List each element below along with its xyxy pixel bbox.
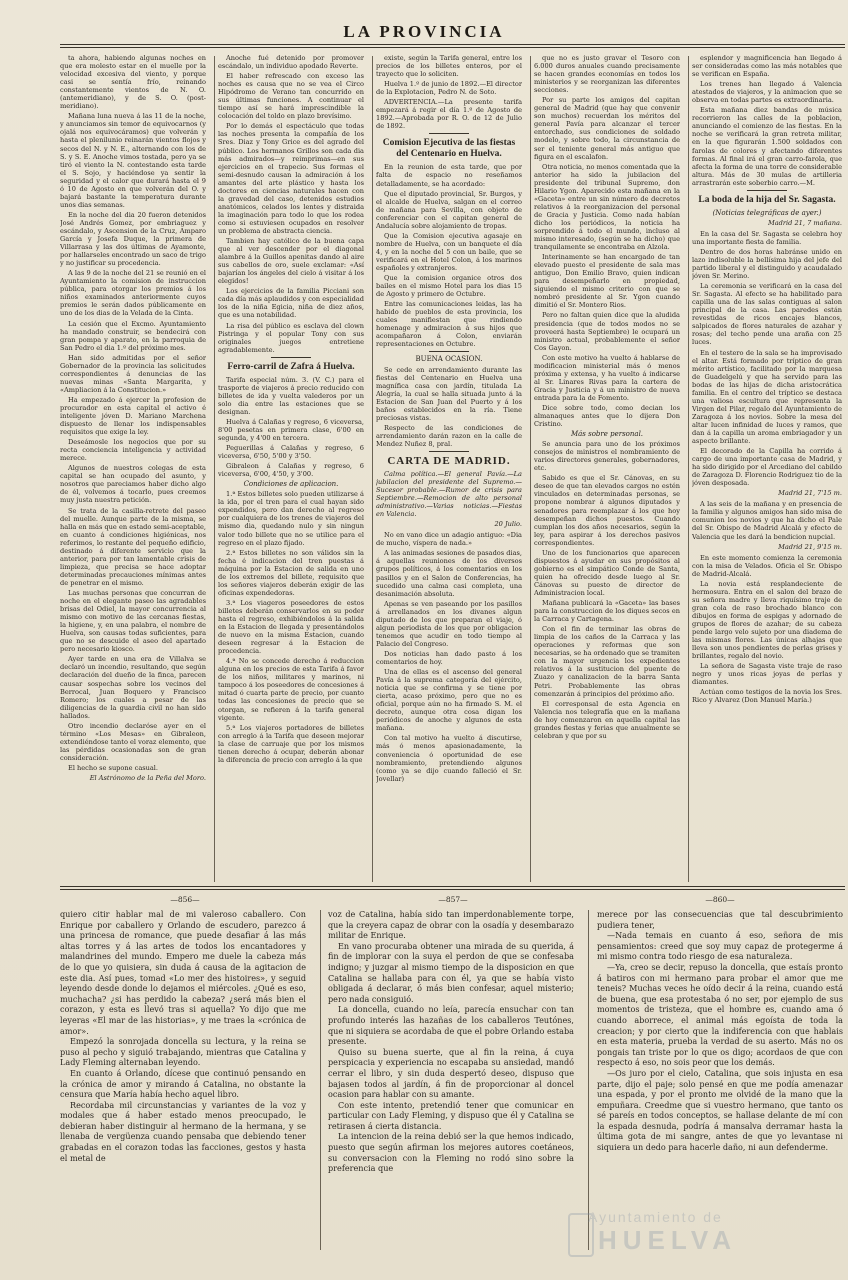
- railway-heading: Ferro-carril de Zafra á Huelva.: [227, 361, 355, 372]
- folio-857: —857—: [438, 895, 468, 904]
- paragraph: Otro incendio declaróse ayer en el término «Los Mesas» en Gibraleon, extendiéndose tanto el voraz elemento, que las pérdidas ocasionadas son de gran consideración.: [60, 721, 206, 762]
- feuilleton-column-3: [597, 909, 843, 1254]
- paragraph: Huelva 1.º de junio de 1892.—El director de la Explotacion, Pedro N. de Soto.: [376, 80, 522, 97]
- paragraph: En este momento comienza la ceremonia con la misa de Velados. Oficia el Sr. Obispo de Madrid-Alcalá.: [692, 553, 842, 578]
- paragraph: —Nada temais en cuanto á eso, señora de mis pensamientos: creed que soy muy capaz de protegerme á mi mismo contra todo riesgo de esa naturaleza.: [597, 930, 843, 962]
- column-2: [218, 54, 364, 882]
- paragraph: Otra noticia, no menos comentada que la anterior ha sido la jubilacion del presidente del tribunal Supremo, don Hilario Ygon. Aparecido esta mañana en la «Gaceta» entre un sin número de decretos relativos á la reorganizacion del personal de Gracia y Justicia. Como nada habían dicho los periódicos, la noticia ha sorprendido á todo el mundo, incluso al mismo interesado, (según se ha dicho) que tranquilamente se encontraba en Alzola.: [534, 162, 680, 252]
- feuilleton-column-2: [328, 909, 574, 1254]
- paragraph: esplendor y magnificencia han llegado á ser consideradas como las más notables que se verifican en España.: [692, 54, 842, 79]
- col3-body-b: [376, 163, 522, 348]
- paragraph: A las 9 de la noche del 21 se reunió en el Ayuntamiento la comision de instruccion pública, para otorgar los premios á los niños examinados anteriormente cuyos premios le serán dados públicamente en uno de los dias de la Velada de la Cinta.: [60, 269, 206, 318]
- paragraph: Con este motivo ha vuelto á hablarse de modificacion ministerial más ó menos próxima y extensa, y ha vuelto á indicarse al Sr. Linares Rivas para la cartera de Gracia y Justicia y á un ministro de nueva entrada para la de Fomento.: [534, 353, 680, 402]
- paragraph: —Os juro por el cielo, Catalina, que sois injusta en esa parte, dijo el paje; solo pensé en que me podía amenazar una espada, y por el pronto me olvidé de la mano que la empuñara. Creedme que si vuestro hermano, que tanto os sé pareís en todos conceptos, se hallase delante de mí con la espada desnuda, podría á mansalva derramar hasta la última gota de mi sangre, antes de que yo levantase ni siquiera un dedo para hacerle daño, ni aun defenderme.: [597, 1067, 843, 1153]
- paragraph: Una de ellas es el ascenso del general Pavía á la suprema categoría del ejército, noticia que se confirma y se tiene por cierta, acaso próximo, pero que no es oficial, porque aún no ha firmado S. M. el decreto, aunque otra cosa digan los periódicos de anoche y algunos de esta mañana.: [376, 668, 522, 733]
- header-rule: [60, 44, 845, 45]
- watermark-line-2: HUELVA: [598, 1225, 738, 1255]
- paragraph: A las animadas sesiones de pasados dias, á aquellas reuniones de los diversos grupos políticos, á los comentarios en los pasillos y en el Salon de Conferencias, ha sucedido una calma casi completa, una desanimación absoluta.: [376, 549, 522, 598]
- feuilleton-column-1: [60, 909, 306, 1254]
- paragraph: Los trenes han llegado á Valencia atestados de viajeros, y la animacion que se observa en todas partes es extraordinaria.: [692, 80, 842, 105]
- dateline-1: Madrid 21, 7 mañana.: [768, 218, 842, 227]
- paragraph: Que la Comision ejecutiva agasaje en nombre de Huelva, con un banquete el día 4, y en la noche del 5 con un baile, que se verificará en el Hotel Colon, á los marinos españoles y extranjeros.: [376, 231, 522, 272]
- paragraph: quiero citir hablar mal de mi valeroso caballero. Con Enrique por caballero y Orlando de escudero, parezco á una princesa de romance, que puede desafiar á las más altas torres y á las artes de todos los encantadores y malandrines del mundo. Empero me duele la cabeza más de lo que yo quisiera, sin duda á causa de la agitacion de este dia. Así pues, tomad «Lo mer des histoires», y seguid leyendo desde donde lo dejamos el miércoles. ¿Qué es eso, muchacha? ¿si has perdido la cabeza? ¿será más bien el corazon, y esta es llevó tras si aquella? Yo dijo que me leyeras «El mar de las historias», y me traes la «crónica de amor».: [60, 909, 306, 1036]
- divider: [271, 357, 311, 358]
- col2-body-a: [218, 54, 364, 354]
- col2-body-c: [218, 490, 364, 764]
- paragraph: Recordaba mil circunstancias y variantes de la voz y modales que á haber estado menos preocupado, le debieran haber distinguir al hermano de la hermana, y se llenaba de vergüenza cuando pensaba que debiendo tener grabadas en el corazon todas las facciones, gestos y hasta el metal de: [60, 1099, 306, 1163]
- paragraph: Dice sobre todo, como decian los almanaques antes que lo dijera Don Cristino.: [534, 403, 680, 429]
- carta-madrid-heading: CARTA DE MADRID.: [387, 454, 511, 467]
- paragraph: Con tal motivo ha vuelto á discutirse, más ó menos apasionadamente, la conveniencia ó oportunidad de ese nombramiento, pretendiendo algunos (como ya se dijo cuando falleció el Sr. Jovellar): [376, 734, 522, 783]
- paragraph: En la casa del Sr. Sagasta se celebra hoy una importante fiesta de familia.: [692, 229, 842, 246]
- paragraph: La novia está resplandeciente de hermosura. Entra en el salon del brazo de su señora madre y lleva riquísimo traje de gran cola de raso brochado blanco con dibujos en forma de espigas y adornado de grupos de flores de azahar; de su cabeza pende largo velo sujeto por una diadema de las mismas flores. Las únicas alhajas que lleva son unos pendientes de perlas grises y brillantes, regalo del novio.: [692, 579, 842, 661]
- paragraph: Dentro de dos horas habránse unido en lazo indisoluble la bellísima hija del jefe del partido liberal y el distinguido y acaudalado jóven Sr. Merino.: [692, 247, 842, 281]
- paragraph: Mañana luna nueva á las 11 de la noche, y anunciamos sin temor de equivocarnos (y ojalá nos equivocáramos) que volverán y hasta el plenilunio reinarán vientos flojos y secos del N. y N. E., alternando con los de S. y S. E. Anoche vimos tostada, pero ya se tiró el viento la N. contestando esta tarde el S. Sojo, y haciéndose ya sentir la seguridad y el calor que durará hasta el 9 ó 10 de Agosto en que volverán del O. y bajará bastante la temperatura durante unos dias semanas.: [60, 112, 206, 209]
- feuilleton-separator: [60, 886, 845, 887]
- paragraph: La doncella, cuando no leía, parecía ensuchar con tan profundo interés las hazañas de los caballeros Teutónes, que ni siquiera se acordaba de que el pobre Orlando estaba presente.: [328, 1004, 574, 1047]
- paragraph: Sabido es que el Sr. Cánovas, en su deseo de que tan elevados cargos no estén vinculados en determinadas personas, se propone nombrar á algunos diputados y senadores para reemplazar á los que hoy desempeñan dichos puestos. Cuando cumplan los dos años necesarios, según la ley, para aspirar á los derechos pasivos correspondientes.: [534, 474, 680, 547]
- paragraph: Respecto de las condiciones de arrendamiento darán razon en la calle de Mendez Nuñez 8, pral.: [376, 423, 522, 448]
- paragraph: Se anuncia para uno de los próximos consejos de ministros el nombramiento de varios directores generales, gobernadores, etc.: [534, 440, 680, 473]
- paragraph: Interinamente se han encargado de tan elevado puesto el presidente de sala mas antiguo, Don Emilio Bravo, quien indican para desempeñarlo en propiedad, siguiendo el mismo criterio con que se nombró presidente al Sr. Ygon cuando dimitió el Sr. Montero Rios.: [534, 253, 680, 310]
- paragraph: Actúan como testigos de la novia los Sres. Rico y Alvarez (Don Manuel María.): [692, 688, 842, 705]
- paragraph: La cesión que el Excmo. Ayuntamiento ha mandado construir, se bendecirá con gran pompa y aparato, en la parroquia de San Pedro el dia 1.º del próximo mes.: [60, 319, 206, 352]
- col5-body-b: [692, 230, 842, 487]
- col3-body-c: [376, 366, 522, 448]
- paragraph: Con este intento, pretendió tener que comunicar en particular con Lady Fleming, y dispuso que él y Catalina se retirasen á cierta distancia.: [328, 1099, 574, 1131]
- column-rule: [372, 56, 373, 882]
- paragraph: Por lo demás el espectáculo que todas las noches presenta la compañía de los Sres. Diaz y Tony Grice es del agrado del público. Los hermanos Grillos son cada dia más admirados—y reimprimas—en sus ejercicios en el trapecio. Sus formas el semi-desnudo causan la admiración á los amantes del arte plástico y hasta los doctores en ciencias naturales hacen con la gravedad del caso, detenidos estudios anatómicos, celados los lentes y distraida la imaginación para todo lo que los rodea como si estuviesen ocupados en resolver un problema de abstracta ciencia.: [218, 122, 364, 235]
- paragraph: Se cede en arrendamiento durante las fiestas del Centenario en Huelva una magnífica casa con jardín, titulada La Alegría, la cual se halla situada junto á la Estacion de San Juan del Puerto y á los baños establecidos en la ría. Tiene preciosas vistas.: [376, 365, 522, 422]
- column-rule: [688, 56, 689, 882]
- paragraph: Por su parte los amigos del capitan general de Madrid (que hay que convenir son muchos) recuerdan los méritos del general Pavía para alcanzar el tercer entorchado, sus condiciones de soldado modelo, y sobre todo, la circunstancia de ser el teniente general más antiguo que figura en el escalafon.: [534, 96, 680, 161]
- astronomer-signature: El Astrónomo de la Peña del Moro.: [89, 774, 206, 783]
- paragraph: No en vano dice un adagio antiguo: «Dia de mucho, víspera de nada.»: [376, 531, 522, 548]
- col5-body-d: [692, 554, 842, 705]
- paragraph: Peguerillas á Calañas y regreso, 6 viceversa, 6'50, 5'00 y 3'50.: [218, 444, 364, 461]
- buena-ocasion-heading: BUENA OCASION.: [415, 355, 483, 364]
- paragraph: Apenas se ven paseando por los pasillos á arrellanados en los divanes algun diputado de los que preparan el viaje, ó algun periodista de los que por obligacion tenemos que acudir en todo tiempo al Palacio del Congreso.: [376, 599, 522, 648]
- column-1: [60, 54, 206, 882]
- paragraph: 3.ª Los viageros poseedores de estos billetes deberán conservarlos en su poder hasta el regreso, exhibiéndolos á la salida en la Estacion de llegada y presentándolos de nuevo en la misma Estacion, cuando deseen regresar á la Estacion de procedencia.: [218, 598, 364, 656]
- paragraph: Tarifa especial núm. 3. (V. C.) para el trasporte de viajeros á precio reducido con billetes de ida y vuelta valederos por un solo dia entre las estaciones que se designan.: [218, 375, 364, 416]
- feuilleton: [60, 909, 845, 1254]
- divider: [429, 351, 469, 352]
- paragraph: Ayer tarde en una era de Villalva se declaró un incendio, resultando, que según declaración del dueño de la finca, parecen causar sospechas sobre los vecinos del Berrocal, Juan Boquero y Francisco Romero; los cuales a pesar de las diligencias de la guardia civil no han sido hallados.: [60, 655, 206, 720]
- paragraph: Tambien hay católico de la buena capa que al ver descender por el diagonal alambre á la Guillos apenitas dando al aire sus cabellos de oro, suele exclamar: «Así bajarían los ángeles del cielo á visitar á los elegidos!: [218, 237, 364, 286]
- paragraph: La señora de Sagasta viste traje de raso negro y unos ricas joyas de perlas y diamantes.: [692, 662, 842, 687]
- paragraph: Las muchas personas que concurran de noche en el elegante paseo las agradables brisas del Odiel, la mayor concurrencia al mismo con motivo de las cercanas fiestas, la higiene, y, en una palabra, el nombre de Huelva, son causas todas suficientes, para que no se descuide el aseo del apartado pero necesario kiosco.: [60, 589, 206, 654]
- paragraph: El corresponsal de esta Agencia en Valencia nos telegrafía que en la mañana de hoy comenzaron en aquella capital las grandes fiestas y ferias que anualmente se celebran y que por su: [534, 699, 680, 740]
- conditions-heading: Condiciones de aplicacion.: [243, 480, 339, 489]
- col5-body-c: [692, 500, 842, 540]
- feuilleton-rule: [588, 910, 589, 1250]
- column-rule: [214, 56, 215, 882]
- paragraph: Quiso su buena suerte, que al fin la reina, á cuya perspicacia y experiencia no escapaba su ansiedad, mandó cerrar el libro, y sin duda despertó deseo, dispuso que bajasen todos al jardín, á fin de proporcionar al doncel ocasion para hablar con su amante.: [328, 1046, 574, 1100]
- column-5: [692, 54, 842, 882]
- paragraph: Mañana publicará la «Gaceta» las bases para la construccion de los diques secos en la Carraca y Cartagena.: [534, 599, 680, 624]
- paragraph: El hecho se supone casual.: [68, 763, 159, 772]
- personal-heading: Más sobre personal.: [570, 430, 644, 439]
- paragraph: Han sido admitidas por el señor Gobernador de la provincia las solicitudes correspondientes á denuncias de las nuevas minas «Santa Margarita, y «Ampliacion á la Constitucion.»: [60, 353, 206, 394]
- masthead-title: LA PROVINCIA: [343, 22, 505, 41]
- folio-row: [60, 895, 845, 909]
- paragraph: La intencion de la reina debió ser la que hemos indicado, puesto que según afirman los mejores autores coetáneos, su conversacion con la Fleming no rodó sino sobre la preferencia que: [328, 1131, 574, 1174]
- carta-summary: Calma política.—El general Pavía.—La jubilacion del presidente del Supremo.—Sucesor probable.—Rumor de crisis para Septiembre.—Remocion de alto personal administrativo.—Varias noticias.—Fiestas en Valencia.: [376, 469, 522, 519]
- paragraph: Anoche fué detenido por promover escándalo, un individuo apodado Reverte.: [218, 54, 364, 71]
- paragraph: En la noche del dia 20 fueron detenidos José Andrés Gomez, por embriaguez y escándalo, y Ascension de la Cruz, Amparo García y Josefa Duque, la primera de Villarrasa y las dos últimas de Ayamonte, por hallarseles encontrado un saco de trigo y no justificar su procedencia.: [60, 210, 206, 268]
- col5-body-a: [692, 54, 842, 187]
- paragraph: Algunos de nuestros colegas de esta capital se han ocupado del asunto, y nosotros que pareciamos haber dicho algo de él, volvemos á tocarlo, pues creemos muy justa nuestra petición.: [60, 464, 206, 505]
- paragraph: Que la comision organice otros dos bailes en el mismo Hotel para los dias 15 de Agosto y primero de Octubre.: [376, 274, 522, 299]
- divider: [429, 133, 469, 134]
- boda-heading: La boda de la hija del Sr. Sagasta.: [698, 194, 836, 205]
- col1-body: [60, 54, 206, 772]
- watermark-line-1: Ayuntamiento de: [588, 1209, 723, 1225]
- paragraph: Que el diputado provincial, Sr. Burgos, y el alcalde de Huelva, salgan en el correo de mañana para Sevilla, con objeto de conferenciar con el capitan general de Andalucía sobre alojamiento de tropas.: [376, 189, 522, 230]
- column-4: [534, 54, 680, 882]
- paragraph: El decorado de la Capilla ha corrido á cargo de una importante casa de Madrid, y ha sido dirigido por el Arcediano del cabildo de Zaragoza D. Florencio Rodriguez tio de la jóven desposada.: [692, 447, 842, 488]
- paragraph: Los ejercicios de la familia Picciani son cada día más aplaudidos y con especialidad los de la niña Egicia, niña de diez años, que es una notabilidad.: [218, 287, 364, 320]
- paragraph: —Ya, creo se decir, repuso la doncella, que estaís pronto á batiros con mi hermano para probar el amor que me teneis? Muchas veces he oído decir á la reina, cuando está de buena, que esa protestaba ó no ser, por ejemplo de sus momentos de tristeza, que el hombre es, cuando ama ó cuando aborrece, el animal más egoísta de toda la creacion; y por cierto que la indiferencia con que hablais en esta materia, prueba la verdad de su aserto. Más no os pongais tan triste por lo que os digo; acordaos de que con respecto á eso, no sois peor que los demás.: [597, 961, 843, 1068]
- paragraph: Se trata de la casilla-retrete del paseo del muelle. Aunque parte de la misma, se halla en más que en estado semi-aceptable, en cuanto á condiciones higiénicas, nos referimos, lo restante del pequeño edificio, destinado á diferente servicio que la anterior, para por tan lamentable crisis de limpieza, que precisa se hace adoptar determinadas precauciones mínimas antes de penetrar en el mismo.: [60, 506, 206, 587]
- paragraph: Gibraleon á Calañas y regreso, 6 viceversa, 6'00, 4'50, y 3'00.: [218, 462, 364, 479]
- carta-date: 20 Julio.: [494, 520, 522, 529]
- paragraph: 5.ª Los viajeros portadores de billetes con arreglo á la Tarifa que deseen mejorar la clase de carruaje que por los mismos tienen derecho á ocupar, deberán abonar la diferencia de precio con arreglo á la que: [218, 723, 364, 764]
- col4-body-a: [534, 54, 680, 428]
- paragraph: Huelva á Calañas y regreso, 6 viceversa, 8'00 pesetas en primera clase, 6'00 en segunda, y 4'00 en tercera.: [218, 417, 364, 443]
- paragraph: Esta mañana diez bandas de música recorrieron las calles de la poblacion, anunciando el comienzo de las fiestas. En la noche se verificará la gran retreta militar, en la que figurarán 1.500 soldados con farolas de colores y afectando diferentes formas. Al final irá el gran carro-farola, que afecta la forma de una torre de considerable altura. Más de 30 mulas de artilleria arrastrarán este soberbio carro.—M.: [692, 106, 842, 187]
- paragraph: A las seis de la mañana y en presencia de la familia y algunos amigos han sido misa de comunion los novios y que ha dicho el Pale del Sr. Obispo de Madrid Alcalá y efecto de Valencia que les dará la bendicion nupcial.: [692, 500, 842, 541]
- paragraph: voz de Catalina, había sido tan imperdonablemente torpe, que la creyera capaz de obrar con la osadía y desembarazo militar de Enrique.: [328, 909, 574, 941]
- paragraph: ADVERTENCIA.—La presente tarifa empezará á regir el día 1.º de Agosto de 1892.—Aprobada por R. O. de 12 de Julio de 1892.: [376, 98, 522, 131]
- feuilleton-rule: [320, 910, 321, 1250]
- divider: [747, 190, 787, 191]
- boda-subtitle: (Noticias telegráficas de ayer.): [712, 208, 822, 217]
- centenario-heading: Comision Ejecutiva de las fiestas del Centenario en Huelva.: [382, 138, 516, 160]
- paragraph: Pero no faltan quien dice que la aludida presidencia (que de todos modos no se proveerá hasta Septiembre) le ocupará un ministro actual, probablemente el señor Cos Gayon.: [534, 311, 680, 352]
- paragraph: En cuanto á Orlando, dícese que continuó pensando en la crónica de amor y mirando á Catalina, no obstante la censura que María había hecho aquel libro.: [60, 1067, 306, 1100]
- paragraph: Empezó la sonrojada doncella su lectura, y la reina se puso al pecho y siguió trabajando, mientras que Catalina y Lady Fleming alternaban leyendo.: [60, 1036, 306, 1068]
- col3-body-d: [376, 531, 522, 782]
- paragraph: Uno de los funcionarios que aparecen dispuestos á ayudar en sus propósitos al gobierno es el simpático Conde de Santa, quien ha ofrecido desde luego al Sr. Cánovas su puesto de director de Administracion local.: [534, 548, 680, 597]
- paragraph: En la reunion de esta tarde, que por falta de espacio no reseñamos detalladamente, se ha acordado:: [376, 163, 522, 188]
- dateline-3: Madrid 21, 9'15 m.: [778, 542, 842, 551]
- header-rule: [60, 47, 845, 48]
- column-3: [376, 54, 522, 882]
- paragraph: existe, según la Tarifa general, entre los precios de los billetes enteros, por el trayecto que lo soliciten.: [376, 54, 522, 79]
- col2-body-b: [218, 376, 364, 479]
- paragraph: Ha empezado á ejercer la profesion de procurador en esta capital el activo é inteligente jóven D. Mariano Marchena dispuesto de llenar los indispensables requisitos que exige la ley.: [60, 395, 206, 437]
- paragraph: La risa del público es esclava del clown Pistringa y el popular Tony con sus originales juegos entretiene agradablemente.: [218, 321, 364, 354]
- paragraph: En vano procuraba obtener una mirada de su querida, á fin de implorar con la suya el perdon de que se confesaba indigno; y juzgar al mismo tiempo de la disposicion en que Catalina se hallaba para con él, ya que se había visto obligada á declarar, ó más bien confesar, aquel misterio; pero nada consiguió.: [328, 940, 574, 1004]
- paragraph: 4.ª No se concede derecho á reduccion alguna en los precios de esta Tarifa á favor de los niños, militares y marinos, ni tampoco á los poseedores de concesiones á mitad ó cuarta parte de precio, por cuanto todas las concesiones de precio que se otorgan, se refieren á la tarifa general vigente.: [218, 657, 364, 722]
- col3-body-a: [376, 54, 522, 130]
- paragraph: Entre las comunicaciones leidas, las ha habido de pueblos de esta provincia, los cuales manifiestan que rindiendo homenage y admiracion á sus hijos que acompañaron á Colon, enviarán representaciones en Octubre.: [376, 300, 522, 349]
- col4-body-b: [534, 440, 680, 740]
- paragraph: Con el fin de terminar las obras de limpia de los caños de la Carraca y las operaciones y reformas que son necesarias, se ha ordenado que se tramiten con la mayor urgencia los expedientes relativos á la sustitucion del puente de Zuazo y canalizacion de la barra Santa Petri. Probablemente las obras comenzarán á principios del próximo año.: [534, 625, 680, 698]
- paragraph: Deseámosle los negocios que por su recta conciencia inteligencia y actividad merece.: [60, 438, 206, 463]
- dateline-2: Madrid 21, 7'15 m.: [778, 489, 842, 498]
- paragraph: ta ahora, habiendo algunas noches en que era molesto estar en el muelle por la velocidad excesiva del viento, y porque casi se sentía frío, reinando constantemente vientos de N. O. (antemeridiano), y de S. O. (post-meridiano).: [60, 54, 206, 111]
- upper-columns: [60, 54, 845, 884]
- paragraph: El haber refrescado con exceso las noches es causa que no se vea el Circo Hipódromo de Verano tan concurrido en sus últimas funciones. A continuar el tiempo así se hará imprescindible la colocación del toldo en plazo brevísimo.: [218, 72, 364, 121]
- folio-856: —856—: [170, 895, 200, 904]
- folio-860: —860—: [705, 895, 735, 904]
- paragraph: 1.ª Estos billetes solo pueden utilizarse á la ida, por el tren para el cual hayan sido expendidos, pero dan derecho al regreso por cualquiera de los trenes de viajeros del mismo dia, quedando nulo y sin ningun valor todo billete que no se utilice para el regreso en el plazo fijado.: [218, 490, 364, 547]
- paragraph: 2.ª Estos billetes no son válidos sin la fecha é indicacion del tren puestas á máquina por la Estacion de salida en uno de los extremos del billete, requisito que los señores viajeros deberán exigir de las oficinas expendedoras.: [218, 548, 364, 597]
- paragraph: que no es justo gravar el Tesoro con 6.000 duros anuales cuando precisamente se hacen grandes economías en todos los ministerios y se reorganizan las diferentes secciones.: [534, 54, 680, 95]
- divider: [429, 451, 469, 452]
- paragraph: La ceremonia se verificará en la casa del Sr. Sagasta. Al efecto se ha habilitado para capilla una de las salas contiguas al salon principal de la casa. Las paredes están revestidas de ricos encajes blancos, salpicados de flores naturales de azahar y rosas; del techo pende una araña con 25 luces.: [692, 282, 842, 347]
- feuilleton-separator: [60, 889, 845, 890]
- paragraph: merece por las consecuencias que tal descubrimiento pudiera tener,: [597, 909, 843, 930]
- paragraph: En el testero de la sala se ha improvisado el altar. Está formado por tríptico de gran mérito artístico, facilitado por la marquesa de Guadelgelú y que ha servido para las bodas de las hijas de dicha aristocrática familia. En el centro del tríptico se destaca una valiosa escultura que representa la Virgen del Pilar, regalo del Ayuntamiento de Zaragoza á los novios. Sobre la mesa del altar lucen infinidad de luces y ramos, que dan á la capilla un aroma embriagador y un aspecto brillante.: [692, 348, 842, 446]
- paragraph: Dos noticias han dado pasto á los comentarios de hoy.: [376, 649, 522, 666]
- column-rule: [530, 56, 531, 882]
